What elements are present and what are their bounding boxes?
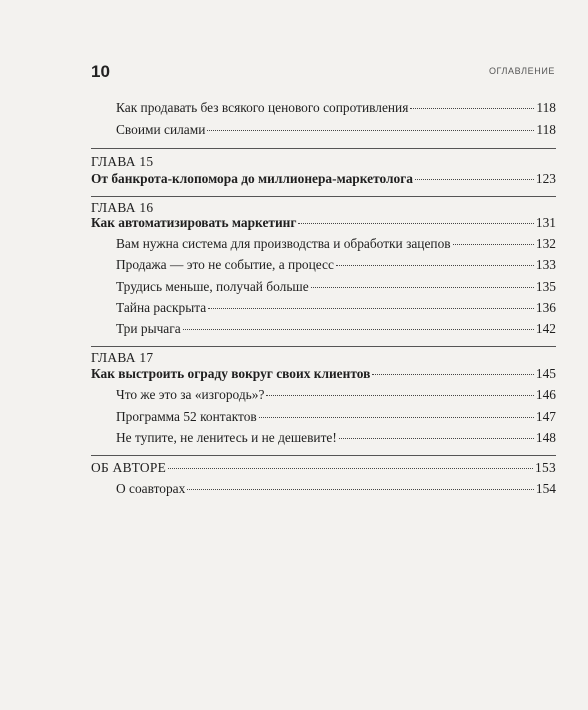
toc-entry[interactable] <box>116 99 556 117</box>
toc-chapter-title[interactable] <box>91 365 556 383</box>
toc-entry-page: 153 <box>535 460 556 475</box>
toc-entry-title: Вам нужна система для производства и обработки зацепов <box>116 236 451 251</box>
dot-leader <box>339 438 534 439</box>
toc-entry-title: О соавторах <box>116 481 186 496</box>
toc-entry-page: 154 <box>535 481 556 496</box>
toc-entry[interactable] <box>116 235 556 253</box>
toc-entry-title: ОБ АВТОРЕ <box>91 460 167 475</box>
dot-leader <box>187 489 534 490</box>
toc-entry[interactable] <box>116 408 556 426</box>
toc-entry-title: Как выстроить ограду вокруг своих клиентов <box>91 366 371 381</box>
dot-leader <box>336 265 534 266</box>
dot-leader <box>453 244 534 245</box>
toc-entry[interactable] <box>116 386 556 404</box>
toc-entry-page: 136 <box>535 300 556 315</box>
toc-entry-page: 118 <box>536 122 556 137</box>
toc-entry-page: 145 <box>535 366 556 381</box>
toc-entry-title: Трудись меньше, получай больше <box>116 279 309 294</box>
toc-entry-title: Тайна раскрыта <box>116 300 207 315</box>
toc-chapter-title[interactable] <box>91 214 556 232</box>
toc-entry-page: 133 <box>535 257 556 272</box>
toc-entry-page: 123 <box>535 171 556 186</box>
toc-entry-title: Три рычага <box>116 321 181 336</box>
toc-entry-page: 146 <box>535 387 556 402</box>
section-divider <box>91 346 556 347</box>
toc-entry-page: 135 <box>535 279 556 294</box>
toc-entry-page: 142 <box>535 321 556 336</box>
dot-leader <box>266 395 534 396</box>
dot-leader <box>298 223 533 224</box>
toc-entry[interactable] <box>116 320 556 338</box>
toc-entry-title: Не тупите, не ленитесь и не дешевите! <box>116 430 337 445</box>
page-number: 10 <box>91 62 110 81</box>
dot-leader <box>168 468 533 469</box>
toc-entry[interactable] <box>116 299 556 317</box>
toc-entry[interactable] <box>116 121 556 139</box>
toc-entry-title: Что же это за «изгородь»? <box>116 387 265 402</box>
section-divider <box>91 148 556 149</box>
running-head: ОГЛАВЛЕНИЕ <box>488 66 555 76</box>
toc-entry-page: 118 <box>536 100 556 115</box>
toc-entry-page: 147 <box>535 409 556 424</box>
dot-leader <box>410 108 534 109</box>
toc-entry-title: Своими силами <box>116 122 206 137</box>
chapter-label: ГЛАВА 17 <box>91 350 154 365</box>
toc-entry-page: 131 <box>535 215 556 230</box>
toc-entry-title: Как продавать без всякого ценового сопротивления <box>116 100 409 115</box>
toc-entry[interactable] <box>116 278 556 296</box>
toc-entry-page: 132 <box>535 236 556 251</box>
dot-leader <box>415 179 534 180</box>
toc-entry[interactable] <box>116 429 556 447</box>
dot-leader <box>259 417 534 418</box>
dot-leader <box>207 130 534 131</box>
toc-entry-title: Продажа — это не событие, а процесс <box>116 257 334 272</box>
chapter-label: ГЛАВА 15 <box>91 154 154 169</box>
section-divider <box>91 196 556 197</box>
toc-chapter-title[interactable] <box>91 170 556 188</box>
toc-entry-title: Как автоматизировать маркетинг <box>91 215 297 230</box>
toc-section-title[interactable] <box>91 459 556 477</box>
section-divider <box>91 455 556 456</box>
dot-leader <box>208 308 534 309</box>
dot-leader <box>183 329 534 330</box>
dot-leader <box>372 374 534 375</box>
toc-entry-page: 148 <box>535 430 556 445</box>
dot-leader <box>311 287 534 288</box>
toc-entry-title: От банкрота-клопомора до миллионера-маркетолога <box>91 171 413 186</box>
toc-entry[interactable] <box>116 256 556 274</box>
chapter-label: ГЛАВА 16 <box>91 200 154 215</box>
toc-entry-title: Программа 52 контактов <box>116 409 257 424</box>
toc-entry[interactable] <box>116 480 556 498</box>
